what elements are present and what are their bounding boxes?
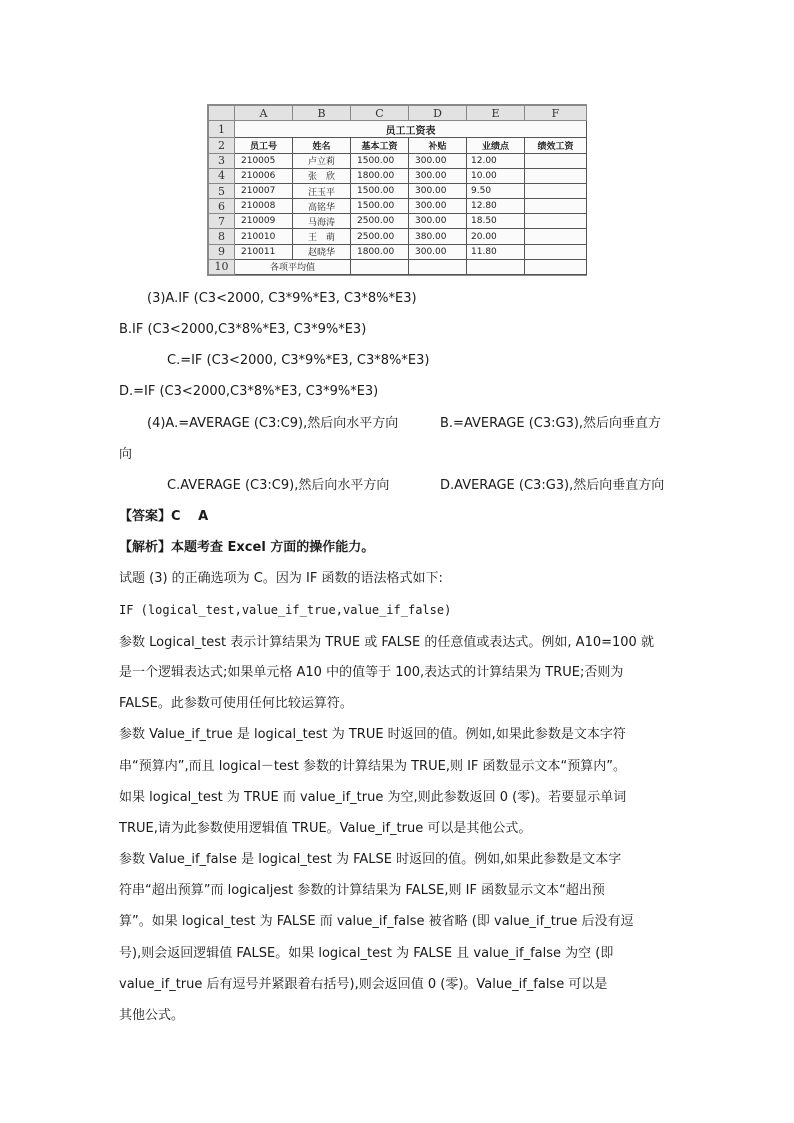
cell-name: 王 萌 xyxy=(293,229,351,244)
column-header-row xyxy=(209,106,587,121)
cell-performance-points: 12.80 xyxy=(467,199,525,214)
body-paragraph-line: 试题 (3) 的正确选项为 C。因为 IF 函数的语法格式如下: xyxy=(119,571,443,586)
row-number: 7 xyxy=(209,214,235,229)
option-4b: B.=AVERAGE (C3:G3),然后向垂直方 xyxy=(440,416,662,431)
cell-performance-points: 11.80 xyxy=(467,244,525,259)
body-paragraph-line: 号),则会返回逻辑值 FALSE。如果 logical_test 为 FALSE 且 value_if_false 为空 (即 xyxy=(119,946,614,961)
table-row xyxy=(209,168,587,183)
body-paragraph-line: 其他公式。 xyxy=(119,1008,185,1023)
cell-base-salary: 1800.00 xyxy=(351,168,409,183)
body-paragraph-line: FALSE。此参数可使用任何比较运算符。 xyxy=(119,696,353,711)
header-employee-id: 员工号 xyxy=(235,138,293,153)
row-number: 9 xyxy=(209,244,235,259)
header-row xyxy=(209,138,587,153)
col-header-c: C xyxy=(351,106,409,121)
row-number: 3 xyxy=(209,153,235,168)
option-3d: D.=IF (C3<2000,C3*8%*E3, C3*9%*E3) xyxy=(119,384,379,399)
option-3b: B.IF (C3<2000,C3*8%*E3, C3*9%*E3) xyxy=(119,322,367,337)
table-row xyxy=(209,229,587,244)
option-4a: (4)A.=AVERAGE (C3:C9),然后向水平方向 xyxy=(147,416,399,431)
average-row xyxy=(209,259,587,274)
table-row xyxy=(209,183,587,198)
title-row xyxy=(209,121,587,138)
salary-spreadsheet-image xyxy=(207,104,587,276)
cell-subsidy: 300.00 xyxy=(409,199,467,214)
cell-performance-pay xyxy=(525,153,587,168)
cell-subsidy: 300.00 xyxy=(409,244,467,259)
cell-employee-id: 210007 xyxy=(235,183,293,198)
body-paragraph-line: 参数 Value_if_true 是 logical_test 为 TRUE 时返回的值。例如,如果此参数是文本字符 xyxy=(119,727,626,742)
cell-employee-id: 210011 xyxy=(235,244,293,259)
table-row xyxy=(209,199,587,214)
corner-cell xyxy=(209,106,235,121)
row-number: 6 xyxy=(209,199,235,214)
cell-employee-id: 210005 xyxy=(235,153,293,168)
cell-base-salary: 1500.00 xyxy=(351,183,409,198)
cell-base-salary: 2500.00 xyxy=(351,229,409,244)
cell-performance-points: 12.00 xyxy=(467,153,525,168)
cell-subsidy: 300.00 xyxy=(409,153,467,168)
row-number: 5 xyxy=(209,183,235,198)
average-cell xyxy=(525,259,587,274)
body-paragraph-line: value_if_true 后有逗号并紧跟着右括号),则会返回值 0 (零)。Value_if_false 可以是 xyxy=(119,977,608,992)
body-paragraph-line: 串“预算内”,而且 logical－test 参数的计算结果为 TRUE,则 IF 函数显示文本“预算内”。 xyxy=(119,759,627,774)
col-header-a: A xyxy=(235,106,293,121)
average-label: 各项平均值 xyxy=(235,259,351,274)
cell-name: 高铭华 xyxy=(293,199,351,214)
col-header-e: E xyxy=(467,106,525,121)
header-subsidy: 补贴 xyxy=(409,138,467,153)
cell-performance-points: 10.00 xyxy=(467,168,525,183)
cell-name: 赵晓华 xyxy=(293,244,351,259)
cell-base-salary: 1500.00 xyxy=(351,153,409,168)
body-paragraph-line: 参数 Logical_test 表示计算结果为 TRUE 或 FALSE 的任意值或表达式。例如, A10=100 就 xyxy=(119,635,654,650)
cell-performance-pay xyxy=(525,199,587,214)
col-header-d: D xyxy=(409,106,467,121)
cell-name: 马海涛 xyxy=(293,214,351,229)
col-header-f: F xyxy=(525,106,587,121)
cell-performance-pay xyxy=(525,168,587,183)
average-cell xyxy=(409,259,467,274)
table-row xyxy=(209,214,587,229)
table-title: 员工工资表 xyxy=(235,121,587,138)
cell-performance-pay xyxy=(525,244,587,259)
row-number: 4 xyxy=(209,168,235,183)
cell-performance-points: 20.00 xyxy=(467,229,525,244)
header-performance-points: 业绩点 xyxy=(467,138,525,153)
cell-performance-pay xyxy=(525,214,587,229)
cell-base-salary: 1800.00 xyxy=(351,244,409,259)
option-4b-continued: 向 xyxy=(119,447,133,462)
cell-employee-id: 210008 xyxy=(235,199,293,214)
table-row xyxy=(209,153,587,168)
cell-subsidy: 300.00 xyxy=(409,168,467,183)
cell-name: 卢立莉 xyxy=(293,153,351,168)
cell-employee-id: 210010 xyxy=(235,229,293,244)
header-name: 姓名 xyxy=(293,138,351,153)
body-paragraph-line: 参数 Value_if_false 是 logical_test 为 FALSE 时返回的值。例如,如果此参数是文本字 xyxy=(119,852,622,867)
average-cell xyxy=(467,259,525,274)
cell-base-salary: 2500.00 xyxy=(351,214,409,229)
answer-line: 【答案】C A xyxy=(119,509,209,524)
cell-employee-id: 210006 xyxy=(235,168,293,183)
col-header-b: B xyxy=(293,106,351,121)
cell-performance-points: 18.50 xyxy=(467,214,525,229)
cell-employee-id: 210009 xyxy=(235,214,293,229)
salary-table xyxy=(208,105,587,275)
body-paragraph-line: 符串“超出预算”而 logicaljest 参数的计算结果为 FALSE,则 IF 函数显示文本“超出预 xyxy=(119,883,605,898)
header-base-salary: 基本工资 xyxy=(351,138,409,153)
cell-performance-pay xyxy=(525,229,587,244)
body-paragraph-line: 算”。如果 logical_test 为 FALSE 而 value_if_false 被省略 (即 value_if_true 后没有逗 xyxy=(119,914,634,929)
option-3c: C.=IF (C3<2000, C3*9%*E3, C3*8%*E3) xyxy=(167,353,430,368)
average-cell xyxy=(351,259,409,274)
data-rows xyxy=(209,153,587,259)
row-number: 10 xyxy=(209,259,235,274)
cell-base-salary: 1500.00 xyxy=(351,199,409,214)
body-paragraph-line: 是一个逻辑表达式;如果单元格 A10 中的值等于 100,表达式的计算结果为 TRUE;否则为 xyxy=(119,665,624,680)
cell-name: 张 欣 xyxy=(293,168,351,183)
cell-name: 汪玉平 xyxy=(293,183,351,198)
option-4c: C.AVERAGE (C3:C9),然后向水平方向 xyxy=(167,478,390,493)
analysis-heading: 【解析】本题考查 Excel 方面的操作能力。 xyxy=(119,540,375,555)
header-performance-pay: 绩效工资 xyxy=(525,138,587,153)
row-number: 1 xyxy=(209,121,235,138)
cell-subsidy: 300.00 xyxy=(409,183,467,198)
option-3a: (3)A.IF (C3<2000, C3*9%*E3, C3*8%*E3) xyxy=(147,291,417,306)
option-4d: D.AVERAGE (C3:G3),然后向垂直方向 xyxy=(440,478,665,493)
row-number: 8 xyxy=(209,229,235,244)
cell-subsidy: 300.00 xyxy=(409,214,467,229)
cell-performance-points: 9.50 xyxy=(467,183,525,198)
body-paragraph-line: TRUE,请为此参数使用逻辑值 TRUE。Value_if_true 可以是其他公式。 xyxy=(119,821,532,836)
table-row xyxy=(209,244,587,259)
row-number: 2 xyxy=(209,138,235,153)
if-syntax-line: IF (logical_test,value_if_true,value_if_false) xyxy=(119,603,452,617)
cell-subsidy: 380.00 xyxy=(409,229,467,244)
cell-performance-pay xyxy=(525,183,587,198)
body-paragraph-line: 如果 logical_test 为 TRUE 而 value_if_true 为空,则此参数返回 0 (零)。若要显示单词 xyxy=(119,790,627,805)
